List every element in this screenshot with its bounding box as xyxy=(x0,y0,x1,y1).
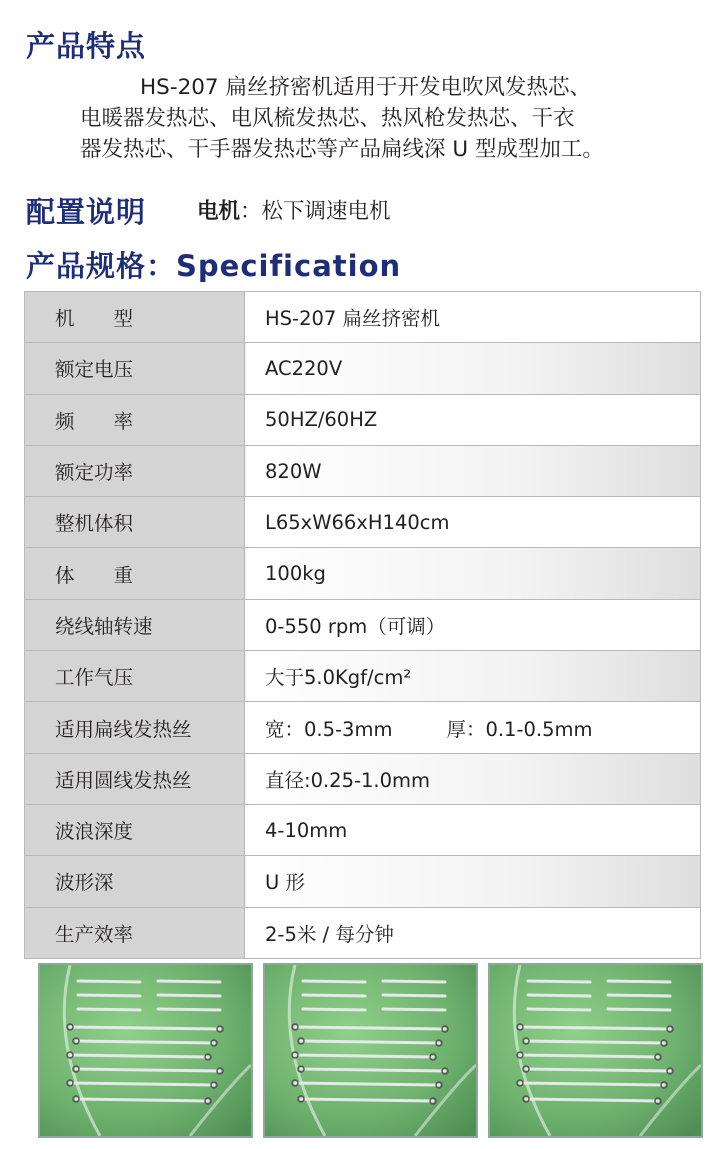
table-row xyxy=(25,394,701,445)
product-photo xyxy=(38,963,253,1138)
spec-key: 波形深 xyxy=(25,856,245,907)
table-row xyxy=(25,343,701,394)
features-line-2: 电暖器发热芯、电风梳发热芯、热风枪发热芯、干衣 xyxy=(80,106,575,131)
table-row xyxy=(25,907,701,958)
spec-key: 生产效率 xyxy=(25,907,245,958)
product-photo xyxy=(488,963,703,1138)
features-heading: 产品特点 xyxy=(26,29,147,63)
spec-key: 适用扁线发热丝 xyxy=(25,702,245,753)
config-motor-value: 松下调速电机 xyxy=(261,199,391,224)
spec-value-width: 宽：0.5-3mm xyxy=(265,717,393,741)
table-row xyxy=(25,599,701,650)
spec-value: 4-10mm xyxy=(245,804,701,855)
spec-value: 直径:0.25-1.0mm xyxy=(245,753,701,804)
table-row xyxy=(25,702,701,753)
table-row xyxy=(25,804,701,855)
spec-key: 波浪深度 xyxy=(25,804,245,855)
features-line-1: HS-207 扁丝挤密机适用于开发电吹风发热芯、 xyxy=(140,75,591,100)
spec-table xyxy=(24,291,701,959)
table-row xyxy=(25,445,701,496)
spec-value: 50HZ/60HZ xyxy=(245,394,701,445)
spec-value xyxy=(245,702,701,753)
spec-value: HS-207 扁丝挤密机 xyxy=(245,292,701,343)
table-row xyxy=(25,856,701,907)
spec-value: 2-5米 / 每分钟 xyxy=(245,907,701,958)
spec-value: 大于5.0Kgf/cm² xyxy=(245,651,701,702)
spec-key: 工作气压 xyxy=(25,651,245,702)
spec-key: 整机体积 xyxy=(25,497,245,548)
spec-key: 适用圆线发热丝 xyxy=(25,753,245,804)
spec-value: AC220V xyxy=(245,343,701,394)
features-line-3: 器发热芯、干手器发热芯等产品扁线深 U 型成型加工。 xyxy=(80,137,604,162)
spec-value: 0-550 rpm（可调） xyxy=(245,599,701,650)
spec-heading: 产品规格：Specification xyxy=(26,249,402,283)
spec-key: 绕线轴转速 xyxy=(25,599,245,650)
features-description xyxy=(80,72,712,165)
spec-value: 100kg xyxy=(245,548,701,599)
spec-key: 频 率 xyxy=(25,394,245,445)
product-photos xyxy=(38,963,700,1138)
config-heading: 配置说明 xyxy=(26,195,147,229)
spec-value-thickness: 厚：0.1-0.5mm xyxy=(446,717,593,741)
config-motor xyxy=(197,194,391,225)
table-row xyxy=(25,548,701,599)
table-row xyxy=(25,292,701,343)
spec-value: U 形 xyxy=(245,856,701,907)
spec-key: 机 型 xyxy=(25,292,245,343)
table-row xyxy=(25,651,701,702)
spec-key: 体 重 xyxy=(25,548,245,599)
spec-key: 额定电压 xyxy=(25,343,245,394)
spec-value: L65xW66xH140cm xyxy=(245,497,701,548)
config-motor-label: 电机 xyxy=(197,199,241,224)
product-photo xyxy=(263,963,478,1138)
config-separator: ： xyxy=(240,199,262,224)
table-row xyxy=(25,753,701,804)
spec-key: 额定功率 xyxy=(25,445,245,496)
spec-value: 820W xyxy=(245,445,701,496)
table-row xyxy=(25,497,701,548)
